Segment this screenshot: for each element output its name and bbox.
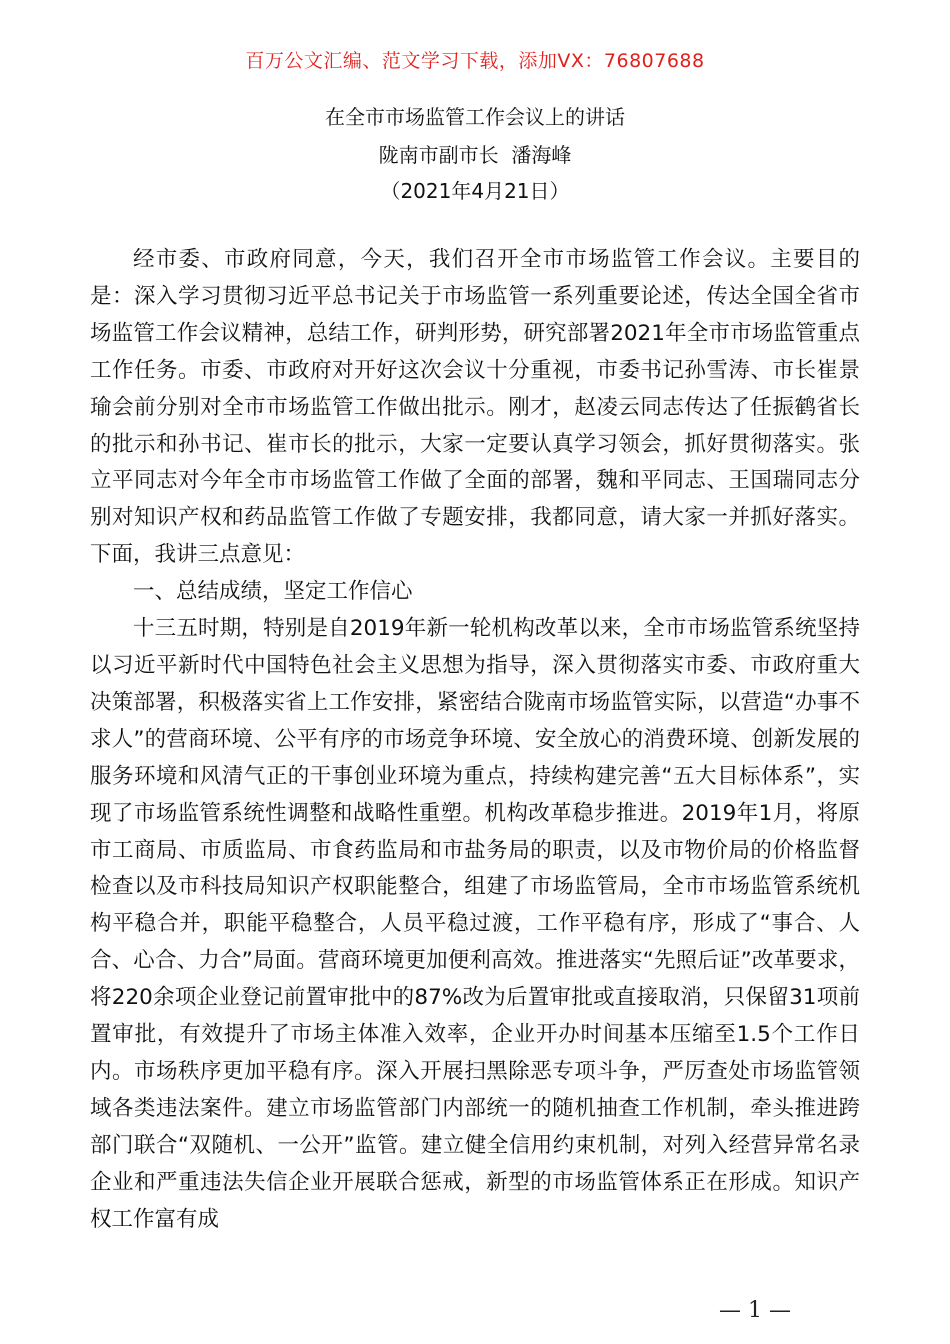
paragraph-achievements: 十三五时期，特别是自2019年新一轮机构改革以来，全市市场监管系统坚持以习近平新时代中国特色社会主义思想为指导，深入贯彻落实市委、市政府重大决策部署，积极落实省上工作安排，紧密结合陇南市场监管实际，以营造“办事不求人”的营商环境、公平有序的市场竞争环境、安全放心的消费环境、创新发展的服务环境和风清气正的干事创业环境为重点，持续构建完善“五大目标体系”，实现了市场监管系统性调整和战略性重塑。机构改革稳步推进。2019年1月，将原市工商局、市质监局、市食药监局和市盐务局的职责，以及市物价局的价格监督检查以及市科技局知识产权职能整合，组建了市场监管局，全市市场监管系统机构平稳合并，职能平稳整合，人员平稳过渡，工作平稳有序，形成了“事合、人合、心合、力合”局面。营商环境更加便利高效。推进落实“先照后证”改革要求，将220余项企业登记前置审批中的87%改为后置审批或直接取消，只保留31项前置审批，有效提升了市场主体准入效率，企业开办时间基本压缩至1.5个工作日内。市场秩序更加平稳有序。深入开展扫黑除恶专项斗争，严厉查处市场监管领域各类违法案件。建立市场监管部门内部统一的随机抽查工作机制，牵头推进跨部门联合“双随机、一公开”监管。建立健全信用约束机制，对列入经营异常名录企业和严重违法失信企业开展联合惩戒，新型的市场监管体系正在形成。知识产权工作富有成 <box>90 616 860 1232</box>
document-body <box>90 242 860 1238</box>
speaker-line: 陇南市副市长 潘海峰 <box>378 143 572 167</box>
section-heading-1: 一、总结成绩，坚定工作信心 <box>133 579 413 605</box>
page-number <box>0 1298 950 1323</box>
speech-title: 在全市市场监管工作会议上的讲话 <box>325 105 625 129</box>
paragraph-intro: 经市委、市政府同意，今天，我们召开全市市场监管工作会议。主要目的是：深入学习贯彻习近平总书记关于市场监管一系列重要论述，传达全国全省市场监管工作会议精神，总结工作，研判形势，研究部署2021年全市市场监管重点工作任务。市委、市政府对开好这次会议十分重视，市委书记孙雪涛、市长崔景瑜会前分别对全市市场监管工作做出批示。刚才，赵凌云同志传达了任振鹤省长的批示和孙书记、崔市长的批示，大家一定要认真学习领会，抓好贯彻落实。张立平同志对今年全市市场监管工作做了全面的部署，魏和平同志、王国瑞同志分别对知识产权和药品监管工作做了专题安排，我都同意，请大家一并抓好落实。下面，我讲三点意见： <box>90 247 860 568</box>
watermark-banner: 百万公文汇编、范文学习下载，添加VX：76807688 <box>245 50 705 72</box>
page-number-text: — 1 — <box>719 1298 791 1323</box>
speech-date: （2021年4月21日） <box>380 179 570 203</box>
